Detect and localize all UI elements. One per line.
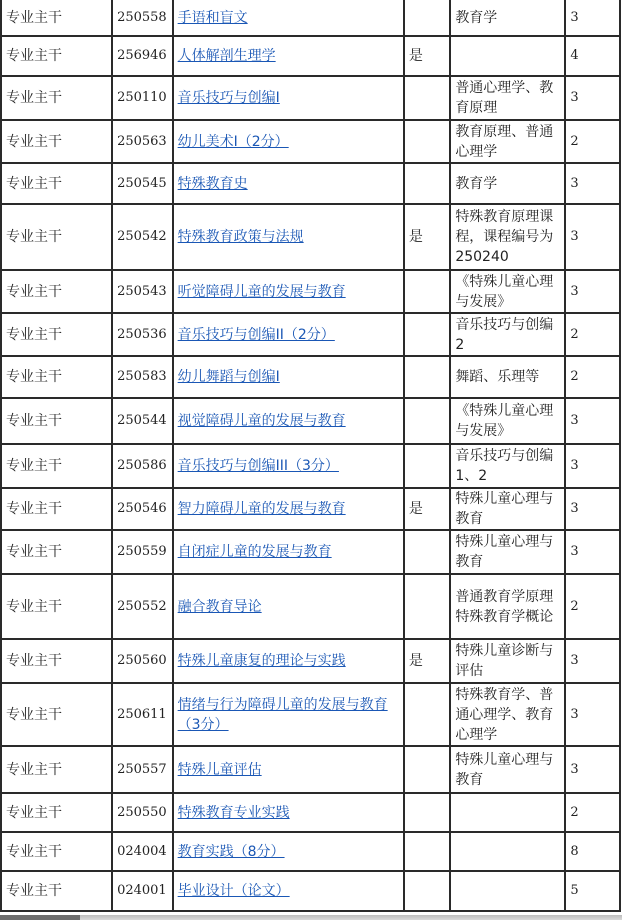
course-name-cell (173, 444, 404, 488)
course-name-cell (173, 639, 404, 683)
credit-cell: 3 (565, 444, 620, 488)
credit-cell: 3 (565, 746, 620, 793)
prerequisite-cell: 音乐技巧与创编2 (450, 313, 565, 356)
degree-course-cell (404, 313, 450, 356)
table-row (1, 398, 620, 444)
prerequisite-cell: 特殊教育学、普通心理学、教育心理学 (450, 683, 565, 746)
course-code-cell: 024001 (112, 871, 173, 911)
course-type-cell: 专业主干 (1, 683, 112, 746)
course-type-cell: 专业主干 (1, 832, 112, 871)
course-name-cell (173, 36, 404, 76)
course-code-cell: 250557 (112, 746, 173, 793)
course-name-link[interactable]: 幼儿舞蹈与创编I (177, 369, 280, 385)
prerequisite-cell: 舞蹈、乐理等 (450, 356, 565, 398)
course-name-link[interactable]: 毕业设计（论文） (177, 883, 290, 899)
course-name-cell (173, 120, 404, 163)
course-name-link[interactable]: 音乐技巧与创编II（2分） (177, 326, 335, 343)
degree-course-cell (404, 356, 450, 398)
prerequisite-cell: 特殊儿童心理与教育 (450, 746, 565, 793)
horizontal-scrollbar[interactable] (0, 915, 622, 920)
degree-course-cell: 是 (404, 204, 450, 270)
course-code-cell: 250550 (112, 793, 173, 832)
degree-course-cell (404, 574, 450, 639)
course-name-cell (173, 0, 404, 36)
course-type-cell: 专业主干 (1, 76, 112, 120)
scrollbar-thumb[interactable] (0, 915, 80, 920)
course-type-cell: 专业主干 (1, 746, 112, 793)
course-code-cell: 250546 (112, 488, 173, 530)
prerequisite-cell (450, 832, 565, 871)
course-code-cell: 250544 (112, 398, 173, 444)
table-row (1, 163, 620, 204)
table-row (1, 871, 620, 911)
credit-cell: 2 (565, 574, 620, 639)
degree-course-cell (404, 120, 450, 163)
course-type-cell: 专业主干 (1, 639, 112, 683)
course-type-cell: 专业主干 (1, 0, 112, 36)
table-row (1, 444, 620, 488)
credit-cell: 3 (565, 639, 620, 683)
prerequisite-cell: 普通心理学、教育原理 (450, 76, 565, 120)
course-name-link[interactable]: 特殊儿童康复的理论与实践 (177, 653, 346, 669)
course-code-cell: 250543 (112, 270, 173, 313)
course-name-link[interactable]: 音乐技巧与创编III（3分） (177, 458, 339, 474)
course-name-link[interactable]: 教育实践（8分） (177, 843, 285, 860)
prerequisite-cell: 《特殊儿童心理与发展》 (450, 398, 565, 444)
degree-course-cell (404, 76, 450, 120)
course-name-link[interactable]: 融合教育导论 (177, 598, 262, 615)
course-type-cell: 专业主干 (1, 793, 112, 832)
course-name-link[interactable]: 特殊教育专业实践 (177, 804, 290, 821)
table-row (1, 0, 620, 36)
course-name-cell (173, 313, 404, 356)
course-name-cell (173, 871, 404, 911)
course-code-cell: 250536 (112, 313, 173, 356)
degree-course-cell (404, 793, 450, 832)
credit-cell: 8 (565, 832, 620, 871)
table-row (1, 639, 620, 683)
course-name-link[interactable]: 幼儿美术I（2分） (177, 133, 289, 150)
course-code-cell: 250611 (112, 683, 173, 746)
degree-course-cell (404, 444, 450, 488)
course-type-cell: 专业主干 (1, 488, 112, 530)
course-type-cell: 专业主干 (1, 120, 112, 163)
prerequisite-cell (450, 871, 565, 911)
course-name-cell (173, 270, 404, 313)
course-name-cell (173, 530, 404, 574)
table-row (1, 530, 620, 574)
prerequisite-cell: 特殊教育原理课程，课程编号为250240 (450, 204, 565, 270)
degree-course-cell (404, 398, 450, 444)
prerequisite-cell: 音乐技巧与创编1、2 (450, 444, 565, 488)
course-name-link[interactable]: 智力障碍儿童的发展与教育 (177, 501, 346, 517)
prerequisite-cell: 特殊儿童心理与教育 (450, 530, 565, 574)
credit-cell: 4 (565, 36, 620, 76)
table-row (1, 36, 620, 76)
course-type-cell: 专业主干 (1, 871, 112, 911)
course-name-link[interactable]: 视觉障碍儿童的发展与教育 (177, 413, 346, 429)
prerequisite-cell: 《特殊儿童心理与发展》 (450, 270, 565, 313)
course-code-cell: 250560 (112, 639, 173, 683)
course-name-cell (173, 832, 404, 871)
prerequisite-cell: 教育学 (450, 0, 565, 36)
degree-course-cell (404, 270, 450, 313)
course-name-cell (173, 793, 404, 832)
course-code-cell: 250542 (112, 204, 173, 270)
table-row (1, 832, 620, 871)
course-code-cell: 250558 (112, 0, 173, 36)
table-row (1, 356, 620, 398)
degree-course-cell (404, 683, 450, 746)
table-row (1, 746, 620, 793)
credit-cell: 3 (565, 270, 620, 313)
course-type-cell: 专业主干 (1, 444, 112, 488)
course-name-cell (173, 683, 404, 746)
degree-course-cell (404, 163, 450, 204)
prerequisite-cell (450, 36, 565, 76)
degree-course-cell (404, 871, 450, 911)
course-code-cell: 250545 (112, 163, 173, 204)
course-name-link[interactable]: 听觉障碍儿童的发展与教育 (177, 283, 346, 300)
course-name-cell (173, 163, 404, 204)
degree-course-cell: 是 (404, 488, 450, 530)
course-name-cell (173, 356, 404, 398)
course-type-cell: 专业主干 (1, 356, 112, 398)
course-name-link[interactable]: 手语和盲文 (177, 9, 248, 26)
course-name-link[interactable]: 特殊教育政策与法规 (177, 229, 304, 245)
course-type-cell: 专业主干 (1, 574, 112, 639)
prerequisite-cell: 特殊儿童诊断与评估 (450, 639, 565, 683)
course-type-cell: 专业主干 (1, 530, 112, 574)
credit-cell: 3 (565, 163, 620, 204)
credit-cell: 3 (565, 204, 620, 270)
prerequisite-cell: 教育学 (450, 163, 565, 204)
course-name-link[interactable]: 自闭症儿童的发展与教育 (177, 544, 332, 560)
credit-cell: 3 (565, 398, 620, 444)
course-name-link[interactable]: 特殊儿童评估 (177, 761, 262, 778)
course-type-cell: 专业主干 (1, 204, 112, 270)
degree-course-cell (404, 530, 450, 574)
prerequisite-cell: 特殊儿童心理与教育 (450, 488, 565, 530)
course-name-cell (173, 574, 404, 639)
course-name-link[interactable]: 人体解剖生理学 (177, 48, 276, 64)
table-row (1, 574, 620, 639)
course-type-cell: 专业主干 (1, 36, 112, 76)
degree-course-cell (404, 746, 450, 793)
table-row (1, 683, 620, 746)
course-type-cell: 专业主干 (1, 313, 112, 356)
course-code-cell: 250559 (112, 530, 173, 574)
course-name-cell (173, 488, 404, 530)
course-name-cell (173, 398, 404, 444)
credit-cell: 3 (565, 0, 620, 36)
course-name-cell (173, 76, 404, 120)
credit-cell: 3 (565, 530, 620, 574)
course-type-cell: 专业主干 (1, 163, 112, 204)
prerequisite-cell: 教育原理、普通心理学 (450, 120, 565, 163)
table-row (1, 488, 620, 530)
course-name-cell (173, 746, 404, 793)
course-code-cell: 250563 (112, 120, 173, 163)
table-row (1, 76, 620, 120)
table-row (1, 204, 620, 270)
degree-course-cell (404, 0, 450, 36)
credit-cell: 2 (565, 356, 620, 398)
credit-cell: 2 (565, 313, 620, 356)
credit-cell: 3 (565, 488, 620, 530)
degree-course-cell: 是 (404, 36, 450, 76)
degree-course-cell (404, 832, 450, 871)
credit-cell: 2 (565, 120, 620, 163)
credit-cell: 3 (565, 76, 620, 120)
course-name-link[interactable]: 特殊教育史 (177, 175, 248, 192)
course-code-cell: 256946 (112, 36, 173, 76)
table-row (1, 313, 620, 356)
course-type-cell: 专业主干 (1, 398, 112, 444)
credit-cell: 3 (565, 683, 620, 746)
degree-course-cell: 是 (404, 639, 450, 683)
course-type-cell: 专业主干 (1, 270, 112, 313)
course-code-cell: 250583 (112, 356, 173, 398)
credit-cell: 5 (565, 871, 620, 911)
prerequisite-cell (450, 793, 565, 832)
course-name-link[interactable]: 音乐技巧与创编I (177, 90, 280, 106)
table-row (1, 270, 620, 313)
table-row (1, 120, 620, 163)
table-row (1, 793, 620, 832)
course-code-cell: 250552 (112, 574, 173, 639)
prerequisite-cell: 普通教育学原理 特殊教育学概论 (450, 574, 565, 639)
credit-cell: 2 (565, 793, 620, 832)
course-name-cell (173, 204, 404, 270)
course-code-cell: 250586 (112, 444, 173, 488)
course-name-link[interactable]: 情绪与行为障碍儿童的发展与教育（3分） (177, 696, 388, 733)
course-table-body (1, 0, 620, 911)
course-code-cell: 024004 (112, 832, 173, 871)
course-code-cell: 250110 (112, 76, 173, 120)
